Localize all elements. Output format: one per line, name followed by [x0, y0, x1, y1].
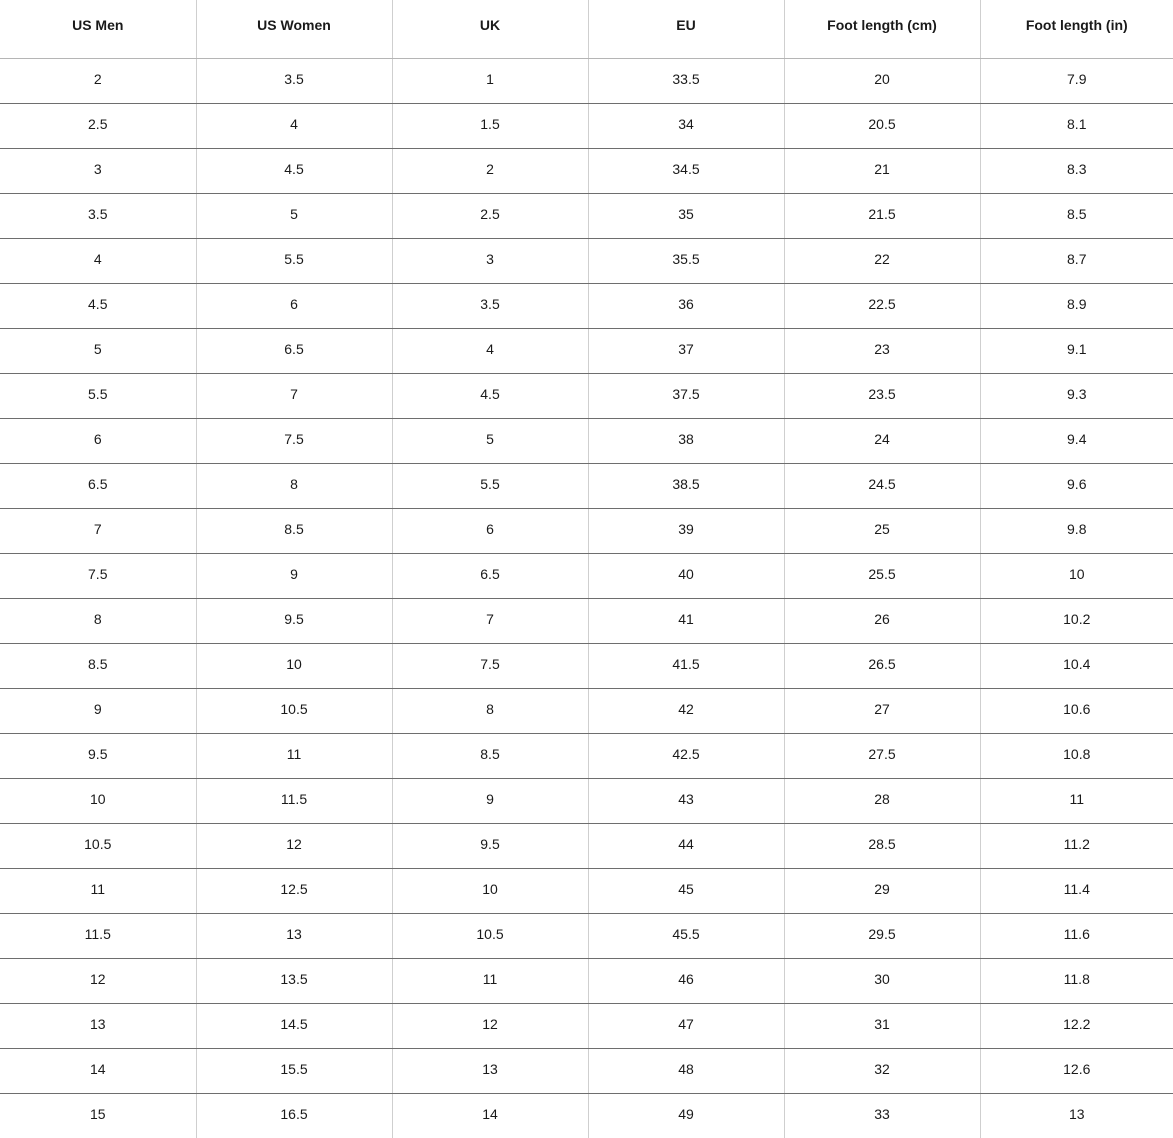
- cell-us-women: 4: [196, 104, 392, 149]
- cell-eu: 46: [588, 959, 784, 1004]
- cell-us-men: 4.5: [0, 284, 196, 329]
- cell-foot-length-cm: 25.5: [784, 554, 980, 599]
- table-row: [0, 509, 1173, 554]
- table-row: [0, 914, 1173, 959]
- cell-uk: 2: [392, 149, 588, 194]
- cell-uk: 10.5: [392, 914, 588, 959]
- cell-us-women: 12: [196, 824, 392, 869]
- cell-eu: 34.5: [588, 149, 784, 194]
- cell-foot-length-in: 8.3: [980, 149, 1173, 194]
- cell-eu: 35.5: [588, 239, 784, 284]
- table-row: [0, 779, 1173, 824]
- cell-foot-length-in: 11.4: [980, 869, 1173, 914]
- cell-us-women: 11: [196, 734, 392, 779]
- cell-uk: 4.5: [392, 374, 588, 419]
- cell-eu: 45: [588, 869, 784, 914]
- cell-uk: 13: [392, 1049, 588, 1094]
- cell-foot-length-in: 8.5: [980, 194, 1173, 239]
- cell-foot-length-cm: 32: [784, 1049, 980, 1094]
- cell-uk: 1.5: [392, 104, 588, 149]
- cell-foot-length-cm: 28: [784, 779, 980, 824]
- cell-us-women: 8: [196, 464, 392, 509]
- cell-us-men: 9: [0, 689, 196, 734]
- cell-us-men: 10.5: [0, 824, 196, 869]
- cell-foot-length-in: 9.8: [980, 509, 1173, 554]
- cell-us-men: 3: [0, 149, 196, 194]
- cell-foot-length-in: 11.2: [980, 824, 1173, 869]
- cell-uk: 8: [392, 689, 588, 734]
- cell-us-women: 7: [196, 374, 392, 419]
- cell-foot-length-cm: 26.5: [784, 644, 980, 689]
- cell-us-women: 8.5: [196, 509, 392, 554]
- cell-foot-length-cm: 24: [784, 419, 980, 464]
- cell-us-women: 10.5: [196, 689, 392, 734]
- cell-foot-length-in: 8.7: [980, 239, 1173, 284]
- cell-foot-length-cm: 29: [784, 869, 980, 914]
- column-header-foot-length-cm: Foot length (cm): [784, 0, 980, 59]
- cell-us-men: 7.5: [0, 554, 196, 599]
- table-row: [0, 104, 1173, 149]
- cell-foot-length-in: 10: [980, 554, 1173, 599]
- cell-foot-length-in: 9.3: [980, 374, 1173, 419]
- cell-eu: 37.5: [588, 374, 784, 419]
- cell-uk: 5.5: [392, 464, 588, 509]
- cell-us-men: 10: [0, 779, 196, 824]
- cell-us-women: 9: [196, 554, 392, 599]
- cell-uk: 1: [392, 59, 588, 104]
- cell-us-women: 3.5: [196, 59, 392, 104]
- cell-eu: 43: [588, 779, 784, 824]
- cell-us-men: 4: [0, 239, 196, 284]
- cell-uk: 7: [392, 599, 588, 644]
- cell-us-men: 3.5: [0, 194, 196, 239]
- cell-foot-length-cm: 24.5: [784, 464, 980, 509]
- cell-foot-length-cm: 20: [784, 59, 980, 104]
- cell-eu: 34: [588, 104, 784, 149]
- cell-eu: 38.5: [588, 464, 784, 509]
- table-row: [0, 374, 1173, 419]
- cell-foot-length-cm: 21: [784, 149, 980, 194]
- header-row: [0, 0, 1173, 59]
- cell-eu: 38: [588, 419, 784, 464]
- column-header-us-women: US Women: [196, 0, 392, 59]
- cell-foot-length-in: 9.4: [980, 419, 1173, 464]
- table-row: [0, 239, 1173, 284]
- cell-eu: 49: [588, 1094, 784, 1138]
- cell-us-men: 8: [0, 599, 196, 644]
- table-row: [0, 284, 1173, 329]
- table-row: [0, 149, 1173, 194]
- cell-eu: 39: [588, 509, 784, 554]
- cell-us-women: 6: [196, 284, 392, 329]
- table-row: [0, 464, 1173, 509]
- column-header-foot-length-in: Foot length (in): [980, 0, 1173, 59]
- table-row: [0, 959, 1173, 1004]
- cell-uk: 14: [392, 1094, 588, 1138]
- cell-foot-length-in: 8.9: [980, 284, 1173, 329]
- cell-us-men: 6.5: [0, 464, 196, 509]
- cell-eu: 48: [588, 1049, 784, 1094]
- table-row: [0, 599, 1173, 644]
- table-row: [0, 194, 1173, 239]
- cell-us-men: 15: [0, 1094, 196, 1138]
- cell-uk: 3: [392, 239, 588, 284]
- table-body: [0, 59, 1173, 1138]
- cell-us-men: 11: [0, 869, 196, 914]
- cell-us-men: 2: [0, 59, 196, 104]
- table-row: [0, 554, 1173, 599]
- cell-us-men: 5: [0, 329, 196, 374]
- cell-foot-length-cm: 33: [784, 1094, 980, 1138]
- cell-eu: 42: [588, 689, 784, 734]
- cell-foot-length-in: 11.6: [980, 914, 1173, 959]
- cell-uk: 3.5: [392, 284, 588, 329]
- cell-foot-length-in: 9.6: [980, 464, 1173, 509]
- table-row: [0, 734, 1173, 779]
- cell-uk: 6.5: [392, 554, 588, 599]
- cell-foot-length-cm: 27.5: [784, 734, 980, 779]
- cell-us-men: 12: [0, 959, 196, 1004]
- cell-foot-length-in: 12.2: [980, 1004, 1173, 1049]
- cell-uk: 7.5: [392, 644, 588, 689]
- cell-foot-length-cm: 22: [784, 239, 980, 284]
- cell-foot-length-in: 10.2: [980, 599, 1173, 644]
- cell-foot-length-cm: 29.5: [784, 914, 980, 959]
- cell-foot-length-in: 9.1: [980, 329, 1173, 374]
- cell-us-women: 5: [196, 194, 392, 239]
- cell-uk: 8.5: [392, 734, 588, 779]
- cell-us-women: 10: [196, 644, 392, 689]
- cell-eu: 35: [588, 194, 784, 239]
- cell-us-men: 7: [0, 509, 196, 554]
- table-row: [0, 1049, 1173, 1094]
- cell-foot-length-cm: 20.5: [784, 104, 980, 149]
- cell-foot-length-cm: 28.5: [784, 824, 980, 869]
- column-header-uk: UK: [392, 0, 588, 59]
- cell-foot-length-cm: 23: [784, 329, 980, 374]
- cell-us-men: 11.5: [0, 914, 196, 959]
- cell-us-men: 8.5: [0, 644, 196, 689]
- cell-uk: 10: [392, 869, 588, 914]
- table-row: [0, 1004, 1173, 1049]
- table-row: [0, 419, 1173, 464]
- cell-eu: 36: [588, 284, 784, 329]
- cell-foot-length-cm: 31: [784, 1004, 980, 1049]
- cell-us-women: 12.5: [196, 869, 392, 914]
- cell-eu: 41.5: [588, 644, 784, 689]
- cell-us-men: 6: [0, 419, 196, 464]
- table-row: [0, 824, 1173, 869]
- cell-uk: 9.5: [392, 824, 588, 869]
- table-row: [0, 59, 1173, 104]
- cell-us-women: 7.5: [196, 419, 392, 464]
- column-header-us-men: US Men: [0, 0, 196, 59]
- cell-foot-length-cm: 21.5: [784, 194, 980, 239]
- cell-us-men: 2.5: [0, 104, 196, 149]
- cell-us-women: 15.5: [196, 1049, 392, 1094]
- cell-foot-length-in: 11: [980, 779, 1173, 824]
- table-row: [0, 689, 1173, 734]
- cell-uk: 11: [392, 959, 588, 1004]
- cell-uk: 2.5: [392, 194, 588, 239]
- cell-foot-length-cm: 22.5: [784, 284, 980, 329]
- cell-uk: 6: [392, 509, 588, 554]
- cell-foot-length-in: 12.6: [980, 1049, 1173, 1094]
- cell-foot-length-in: 11.8: [980, 959, 1173, 1004]
- cell-foot-length-cm: 26: [784, 599, 980, 644]
- cell-us-women: 13.5: [196, 959, 392, 1004]
- cell-us-women: 4.5: [196, 149, 392, 194]
- cell-foot-length-cm: 25: [784, 509, 980, 554]
- cell-us-men: 9.5: [0, 734, 196, 779]
- cell-foot-length-in: 13: [980, 1094, 1173, 1138]
- cell-foot-length-in: 10.6: [980, 689, 1173, 734]
- table-row: [0, 1094, 1173, 1138]
- cell-uk: 4: [392, 329, 588, 374]
- cell-eu: 41: [588, 599, 784, 644]
- cell-us-men: 13: [0, 1004, 196, 1049]
- cell-us-women: 6.5: [196, 329, 392, 374]
- cell-us-women: 9.5: [196, 599, 392, 644]
- cell-us-men: 5.5: [0, 374, 196, 419]
- table-row: [0, 329, 1173, 374]
- cell-foot-length-in: 10.4: [980, 644, 1173, 689]
- table-header: [0, 0, 1173, 59]
- cell-foot-length-in: 8.1: [980, 104, 1173, 149]
- cell-uk: 9: [392, 779, 588, 824]
- cell-eu: 47: [588, 1004, 784, 1049]
- cell-eu: 44: [588, 824, 784, 869]
- table-row: [0, 869, 1173, 914]
- cell-foot-length-in: 7.9: [980, 59, 1173, 104]
- cell-us-women: 5.5: [196, 239, 392, 284]
- table-row: [0, 644, 1173, 689]
- cell-eu: 37: [588, 329, 784, 374]
- cell-eu: 33.5: [588, 59, 784, 104]
- cell-eu: 45.5: [588, 914, 784, 959]
- column-header-eu: EU: [588, 0, 784, 59]
- cell-eu: 42.5: [588, 734, 784, 779]
- cell-foot-length-cm: 30: [784, 959, 980, 1004]
- cell-foot-length-cm: 27: [784, 689, 980, 734]
- cell-us-women: 14.5: [196, 1004, 392, 1049]
- cell-us-women: 11.5: [196, 779, 392, 824]
- cell-uk: 12: [392, 1004, 588, 1049]
- cell-foot-length-in: 10.8: [980, 734, 1173, 779]
- cell-us-men: 14: [0, 1049, 196, 1094]
- cell-us-women: 16.5: [196, 1094, 392, 1138]
- cell-eu: 40: [588, 554, 784, 599]
- cell-uk: 5: [392, 419, 588, 464]
- cell-foot-length-cm: 23.5: [784, 374, 980, 419]
- cell-us-women: 13: [196, 914, 392, 959]
